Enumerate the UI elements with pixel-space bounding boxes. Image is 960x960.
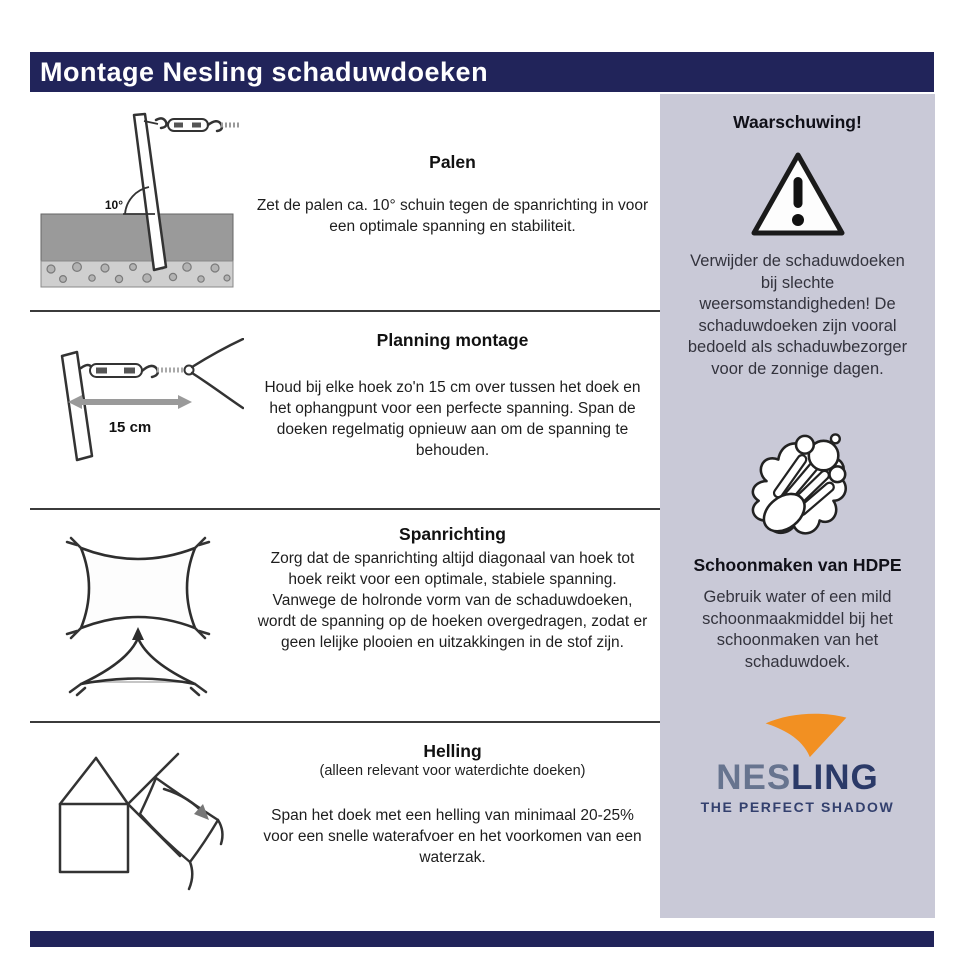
section-heading-palen: Palen bbox=[429, 152, 476, 172]
section-planning-montage bbox=[30, 312, 660, 510]
section-body-spanrichting: Zorg dat de spanrichting altijd diagonaal van hoek tot hoek reikt voor een optimale, stabiele spanning. Vanwege de holronde vorm van de schaduwdoeken, wordt de spanning op de hoeken overgedragen, zodat er geen lelijke plooien en uitzakkingen in de stof zijn. bbox=[257, 550, 648, 651]
turnbuckle-icon bbox=[32, 338, 244, 483]
sail-shapes-icon bbox=[53, 532, 223, 700]
brand-name-part2: LING bbox=[791, 758, 879, 797]
sail-shapes-illustration bbox=[30, 510, 245, 721]
section-heading-planning: Planning montage bbox=[376, 330, 529, 350]
warning-body: Verwijder de schaduwdoeken bij slechte weersomstandigheden! De schaduwdoeken zijn vooral bedoeld als schaduwbezorger voor de zonnige dagen. bbox=[687, 252, 908, 378]
sail-logo-icon bbox=[758, 709, 854, 759]
cleaning-body: Gebruik water of een mild schoonmaakmiddel bij het schoonmaken van het schaduwdoek. bbox=[702, 588, 893, 671]
slope-icon bbox=[38, 742, 238, 897]
warning-triangle-icon bbox=[748, 149, 848, 241]
section-helling bbox=[30, 723, 660, 915]
sidebar bbox=[660, 94, 935, 918]
section-heading-spanrichting: Spanrichting bbox=[399, 524, 506, 544]
header-bar bbox=[30, 52, 934, 92]
cleaning-heading: Schoonmaken van HDPE bbox=[693, 555, 902, 575]
section-body-palen: Zet de palen ca. 10° schuin tegen de spanrichting in voor een optimale spanning en stabiliteit. bbox=[256, 197, 649, 235]
instruction-column bbox=[30, 92, 660, 915]
section-body-planning: Houd bij elke hoek zo'n 15 cm over tussen het doek en het ophangpunt voor een perfecte spanning. Span de doeken regelmatig opnieuw aan om de spanning te behouden. bbox=[264, 379, 641, 459]
slope-illustration bbox=[30, 723, 245, 915]
section-body-helling: Span het doek met een helling van minimaal 20-25% voor een snelle waterafvoer en het voorkomen van een waterzak. bbox=[263, 807, 642, 866]
brand-name-part1: NES bbox=[716, 758, 792, 797]
section-palen bbox=[30, 92, 660, 312]
pole-angle-icon bbox=[35, 109, 240, 294]
distance-label: 15 cm bbox=[108, 418, 151, 436]
turnbuckle-illustration bbox=[30, 312, 245, 508]
warning-heading: Waarschuwing! bbox=[733, 112, 862, 132]
brand-name bbox=[685, 758, 910, 797]
hand-wash-icon bbox=[739, 430, 857, 548]
nesling-logo bbox=[685, 709, 910, 815]
page-title: Montage Nesling schaduwdoeken bbox=[40, 56, 489, 87]
pole-angle-illustration bbox=[30, 92, 245, 310]
brand-tagline: THE PERFECT SHADOW bbox=[700, 799, 895, 815]
section-heading-helling: Helling bbox=[423, 741, 482, 761]
angle-label: 10° bbox=[104, 197, 123, 212]
footer-bar bbox=[30, 931, 934, 947]
section-spanrichting bbox=[30, 510, 660, 723]
section-subheading-helling: (alleen relevant voor waterdichte doeken) bbox=[319, 763, 586, 779]
